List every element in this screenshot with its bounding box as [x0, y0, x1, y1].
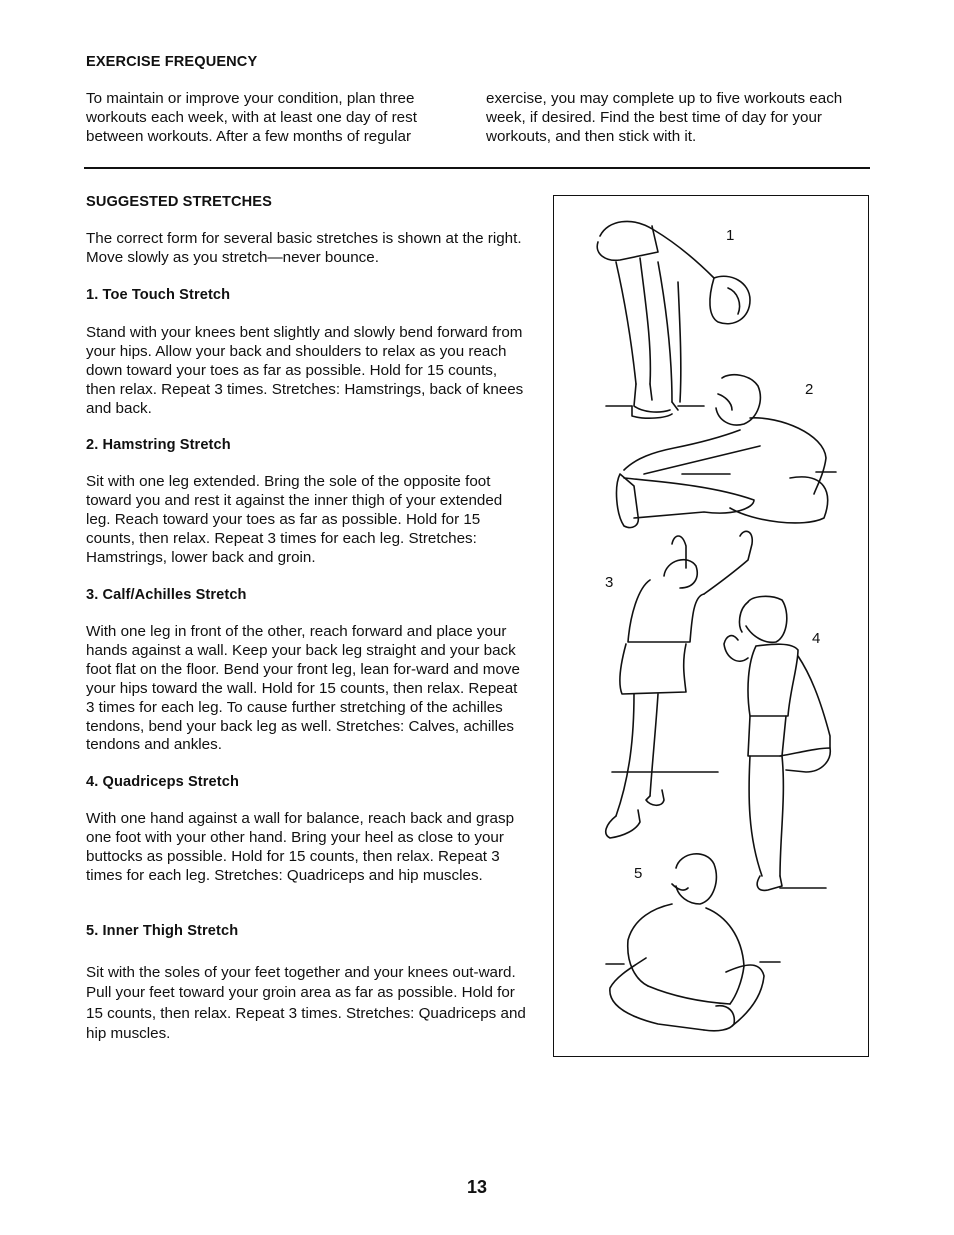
stretch-illustrations	[554, 196, 868, 1056]
exercise-frequency-text-left: To maintain or improve your condition, plan three workouts each week, with at least one day of rest between workouts. After a few months of regular	[86, 90, 417, 145]
figure-label-5: 5	[634, 865, 643, 882]
figure-label-2: 2	[805, 381, 814, 398]
calf-achilles-text: With one leg in front of the other, reach forward and place your hands against a wall. Keep your back leg straight and your back foot flat on the floor. Bend your front leg, lean for-ward and move your hips toward the wall. Hold for 15 counts, then relax. Repeat 3 times for each leg. To cause further stretching of the achilles tendons, bend your back leg as well. Stretches: Calves, achilles tendons and ankles.	[86, 623, 520, 754]
stretch-illustrations-panel	[553, 195, 869, 1057]
hamstring-figure	[617, 375, 836, 528]
hamstring-text: Sit with one leg extended. Bring the sole of the opposite foot toward you and rest it against the inner thigh of your extended leg. Reach toward your toes as far as possible. Hold for 15 counts, then relax. Repeat 3 times for each leg. Stretches: Hamstrings, lower back and groin.	[86, 473, 503, 566]
figure-label-3: 3	[605, 574, 614, 591]
toe-touch-title: 1. Toe Touch Stretch	[86, 287, 231, 303]
exercise-frequency-heading: EXERCISE FREQUENCY	[86, 54, 258, 70]
quadriceps-text: With one hand against a wall for balance, reach back and grasp one foot with your other hand. Bring your heel as close to your buttocks as possible. Hold for 15 counts, then relax. Repeat 3 times for each leg. Stretches: Quadriceps and hip muscles.	[86, 810, 515, 884]
suggested-stretches-heading: SUGGESTED STRETCHES	[86, 194, 272, 210]
inner-thigh-figure	[606, 854, 780, 1031]
stretches-intro: The correct form for several basic stretches is shown at the right. Move slowly as you stretch—never bounce.	[86, 230, 522, 266]
quadriceps-title: 4. Quadriceps Stretch	[86, 774, 239, 790]
toe-touch-figure	[597, 221, 750, 418]
inner-thigh-text: Sit with the soles of your feet together and your knees out-ward. Pull your feet toward your groin area as far as possible. Hold for 15 counts, then relax. Repeat 3 times. Stretches: Quadriceps and hip muscles.	[86, 964, 526, 1042]
inner-thigh-title: 5. Inner Thigh Stretch	[86, 923, 239, 939]
calf-achilles-title: 3. Calf/Achilles Stretch	[86, 587, 247, 603]
toe-touch-text: Stand with your knees bent slightly and slowly bend forward from your hips. Allow your back and shoulders to relax as you reach down toward your toes as far as possible. Hold for 15 counts, then relax. Repeat 3 times. Stretches: Hamstrings, back of knees and back.	[86, 324, 524, 417]
exercise-frequency-text-right: exercise, you may complete up to five workouts each week, if desired. Find the best time of day for your workouts, and then stick with it.	[486, 90, 843, 145]
section-divider	[84, 167, 870, 169]
figure-label-4: 4	[812, 630, 821, 647]
page-number: 13	[466, 1177, 488, 1197]
figure-label-1: 1	[726, 227, 735, 244]
calf-achilles-figure	[606, 531, 753, 838]
hamstring-title: 2. Hamstring Stretch	[86, 437, 231, 453]
